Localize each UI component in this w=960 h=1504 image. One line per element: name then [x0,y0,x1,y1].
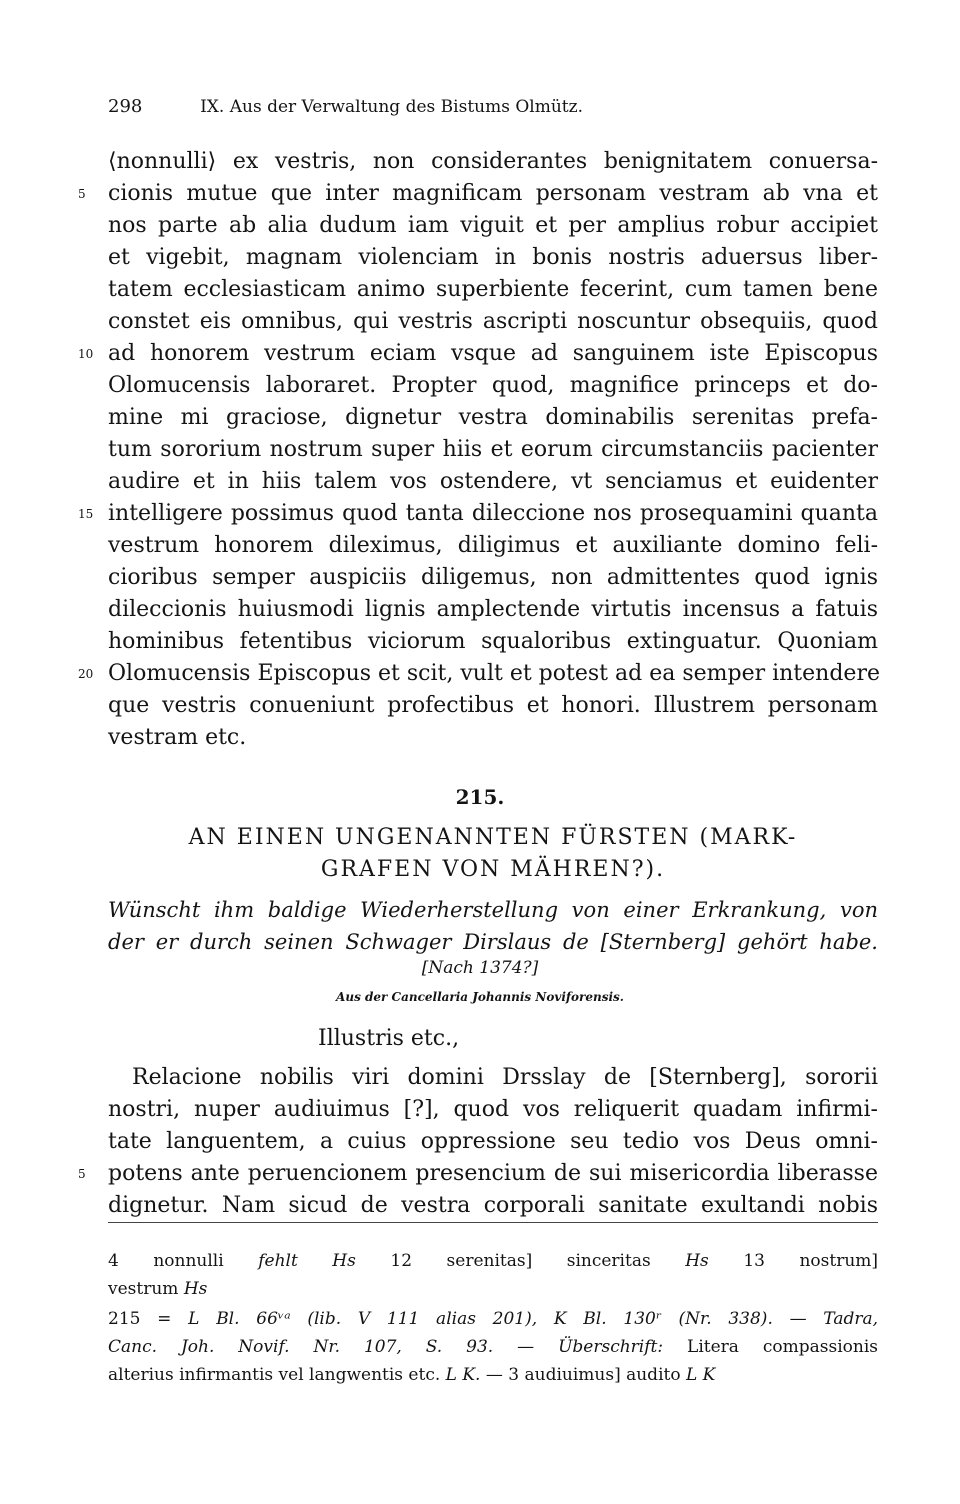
source-note-text: — 3 audiuimus] audito [485,1365,681,1385]
text-line: nos parte ab alia dudum iam viguit et per amplius robur accipiet [108,213,878,238]
text-line: tum sororium nostrum super hiis et eorum circumstanciis pacienter [108,437,878,462]
page-number: 298 [108,96,143,117]
text-line: tatem ecclesiasticam animo superbiente fecerint, cum tamen bene [108,277,878,302]
source-note-text: L K [685,1365,716,1385]
regest-line: Wünscht ihm baldige Wiederherstellung von einer Erkrankung, von [108,898,878,922]
document-date: [Nach 1374?] [421,958,539,978]
text-line: tate languentem, a cuius oppressione seu tedio vos Deus omni- [108,1129,878,1154]
document-source: Aus der Cancellaria Johannis Noviforensis. [336,990,624,1004]
document-body [78,1062,878,1222]
regest [108,894,878,958]
document-title [108,822,878,886]
footnote-divider [108,1222,878,1223]
source-note-line [108,1333,878,1361]
text-line: constet eis omnibus, qui vestris ascripti noscuntur obsequiis, quod [108,309,878,334]
text-line: ⟨nonnulli⟩ ex vestris, non considerantes benignitatem conuersa- [108,149,878,174]
line-number: 20 [78,667,94,681]
text-line: dignetur. Nam sicud de vestra corporali sanitate exultandi nobis [108,1193,878,1218]
apparatus-note: fehlt Hs [258,1251,356,1271]
apparatus-note: Hs [685,1251,709,1271]
apparatus-line [108,1247,878,1275]
source-note-line [108,1361,878,1389]
text-line [78,498,878,530]
source-note-text: L K. [445,1365,481,1385]
document-title-line: AN EINEN UNGENANNTEN FÜRSTEN (MARK- [188,825,798,850]
line-number: 15 [78,507,94,521]
line-number: 5 [78,187,86,201]
running-head [108,96,583,117]
text-line: vestrum honorem dileximus, diligimus et auxiliante domino feli- [108,533,878,558]
text-line [78,338,878,370]
apparatus-entry [390,1251,708,1271]
apparatus-entry [108,1251,356,1271]
salutation: Illustris etc., [318,1026,460,1051]
text-line: et vigebit, magnam violenciam in bonis nostris aduersus liber- [108,245,878,270]
document-number: 215. [455,785,505,809]
apparatus-ref: 4 nonnulli [108,1251,224,1271]
text-line [78,1158,878,1190]
critical-apparatus [108,1247,878,1303]
apparatus-line [108,1275,878,1303]
text-line-content: intelligere possimus quod tanta dileccione nos prosequamini quanta [108,501,878,526]
apparatus-ref: 13 nostrum] [743,1251,879,1271]
source-note-text: Canc. Joh. Novif. Nr. 107, S. 93. — Überschrift: [108,1337,664,1357]
source-note-line [108,1305,878,1333]
text-line: Relacione nobilis viri domini Drsslay de [Sternberg], sororii [132,1065,878,1090]
text-line: hominibus fetentibus viciorum squaloribus extinguatur. Quoniam [108,629,878,654]
apparatus-ref: 12 serenitas] sinceritas [390,1251,651,1271]
document-title-line: GRAFEN VON MÄHREN?). [320,857,666,882]
text-line: vestram etc. [108,725,247,750]
text-line: Olomucensis laboraret. Propter quod, magnifice princeps et do- [108,373,878,398]
apparatus-entry [743,1251,878,1271]
source-note-text: 215 = [108,1309,189,1329]
text-line: mine mi graciose, dignetur vestra dominabilis serenitas prefa- [108,405,878,430]
text-line [78,178,878,210]
text-line [78,658,880,690]
text-line: que vestris conueniunt profectibus et honori. Illustrem personam [108,693,878,718]
main-text-top [78,146,880,754]
text-line: nostri, nuper audiuimus [?], quod vos reliquerit quadam infirmi- [108,1097,878,1122]
text-line-content: cionis mutue que inter magnificam personam vestram ab vna et [108,181,878,206]
text-line: dileccionis huiusmodi lignis amplectende virtutis incensus a fatuis [108,597,878,622]
text-line-content: Olomucensis Episcopus et scit, vult et potest ad ea semper intendere [108,661,880,686]
text-line: audire et in hiis talem vos ostendere, vt senciamus et euidenter [108,469,878,494]
source-note-text: alterius infirmantis vel langwentis etc. [108,1365,441,1385]
apparatus-continuation: vestrum [108,1279,179,1299]
line-number: 5 [78,1167,86,1181]
line-number: 10 [78,347,94,361]
regest-line: der er durch seinen Schwager Dirslaus de [Sternberg] gehört habe. [108,930,878,954]
text-line: cioribus semper auspiciis diligemus, non admittentes quod ignis [108,565,878,590]
source-note [108,1305,878,1389]
text-line-content: potens ante peruencionem presencium de sui misericordia liberasse [108,1161,878,1186]
source-note-text: Litera compassionis [687,1337,878,1357]
apparatus-note: Hs [183,1279,208,1299]
text-line-content: ad honorem vestrum eciam vsque ad sanguinem iste Episcopus [108,341,878,366]
running-title: IX. Aus der Verwaltung des Bistums Olmütz. [200,97,583,117]
source-note-text: L Bl. 66ᵛᵃ (lib. V 111 alias 201), K Bl. 130ʳ (Nr. 338). — Tadra, [188,1309,879,1329]
